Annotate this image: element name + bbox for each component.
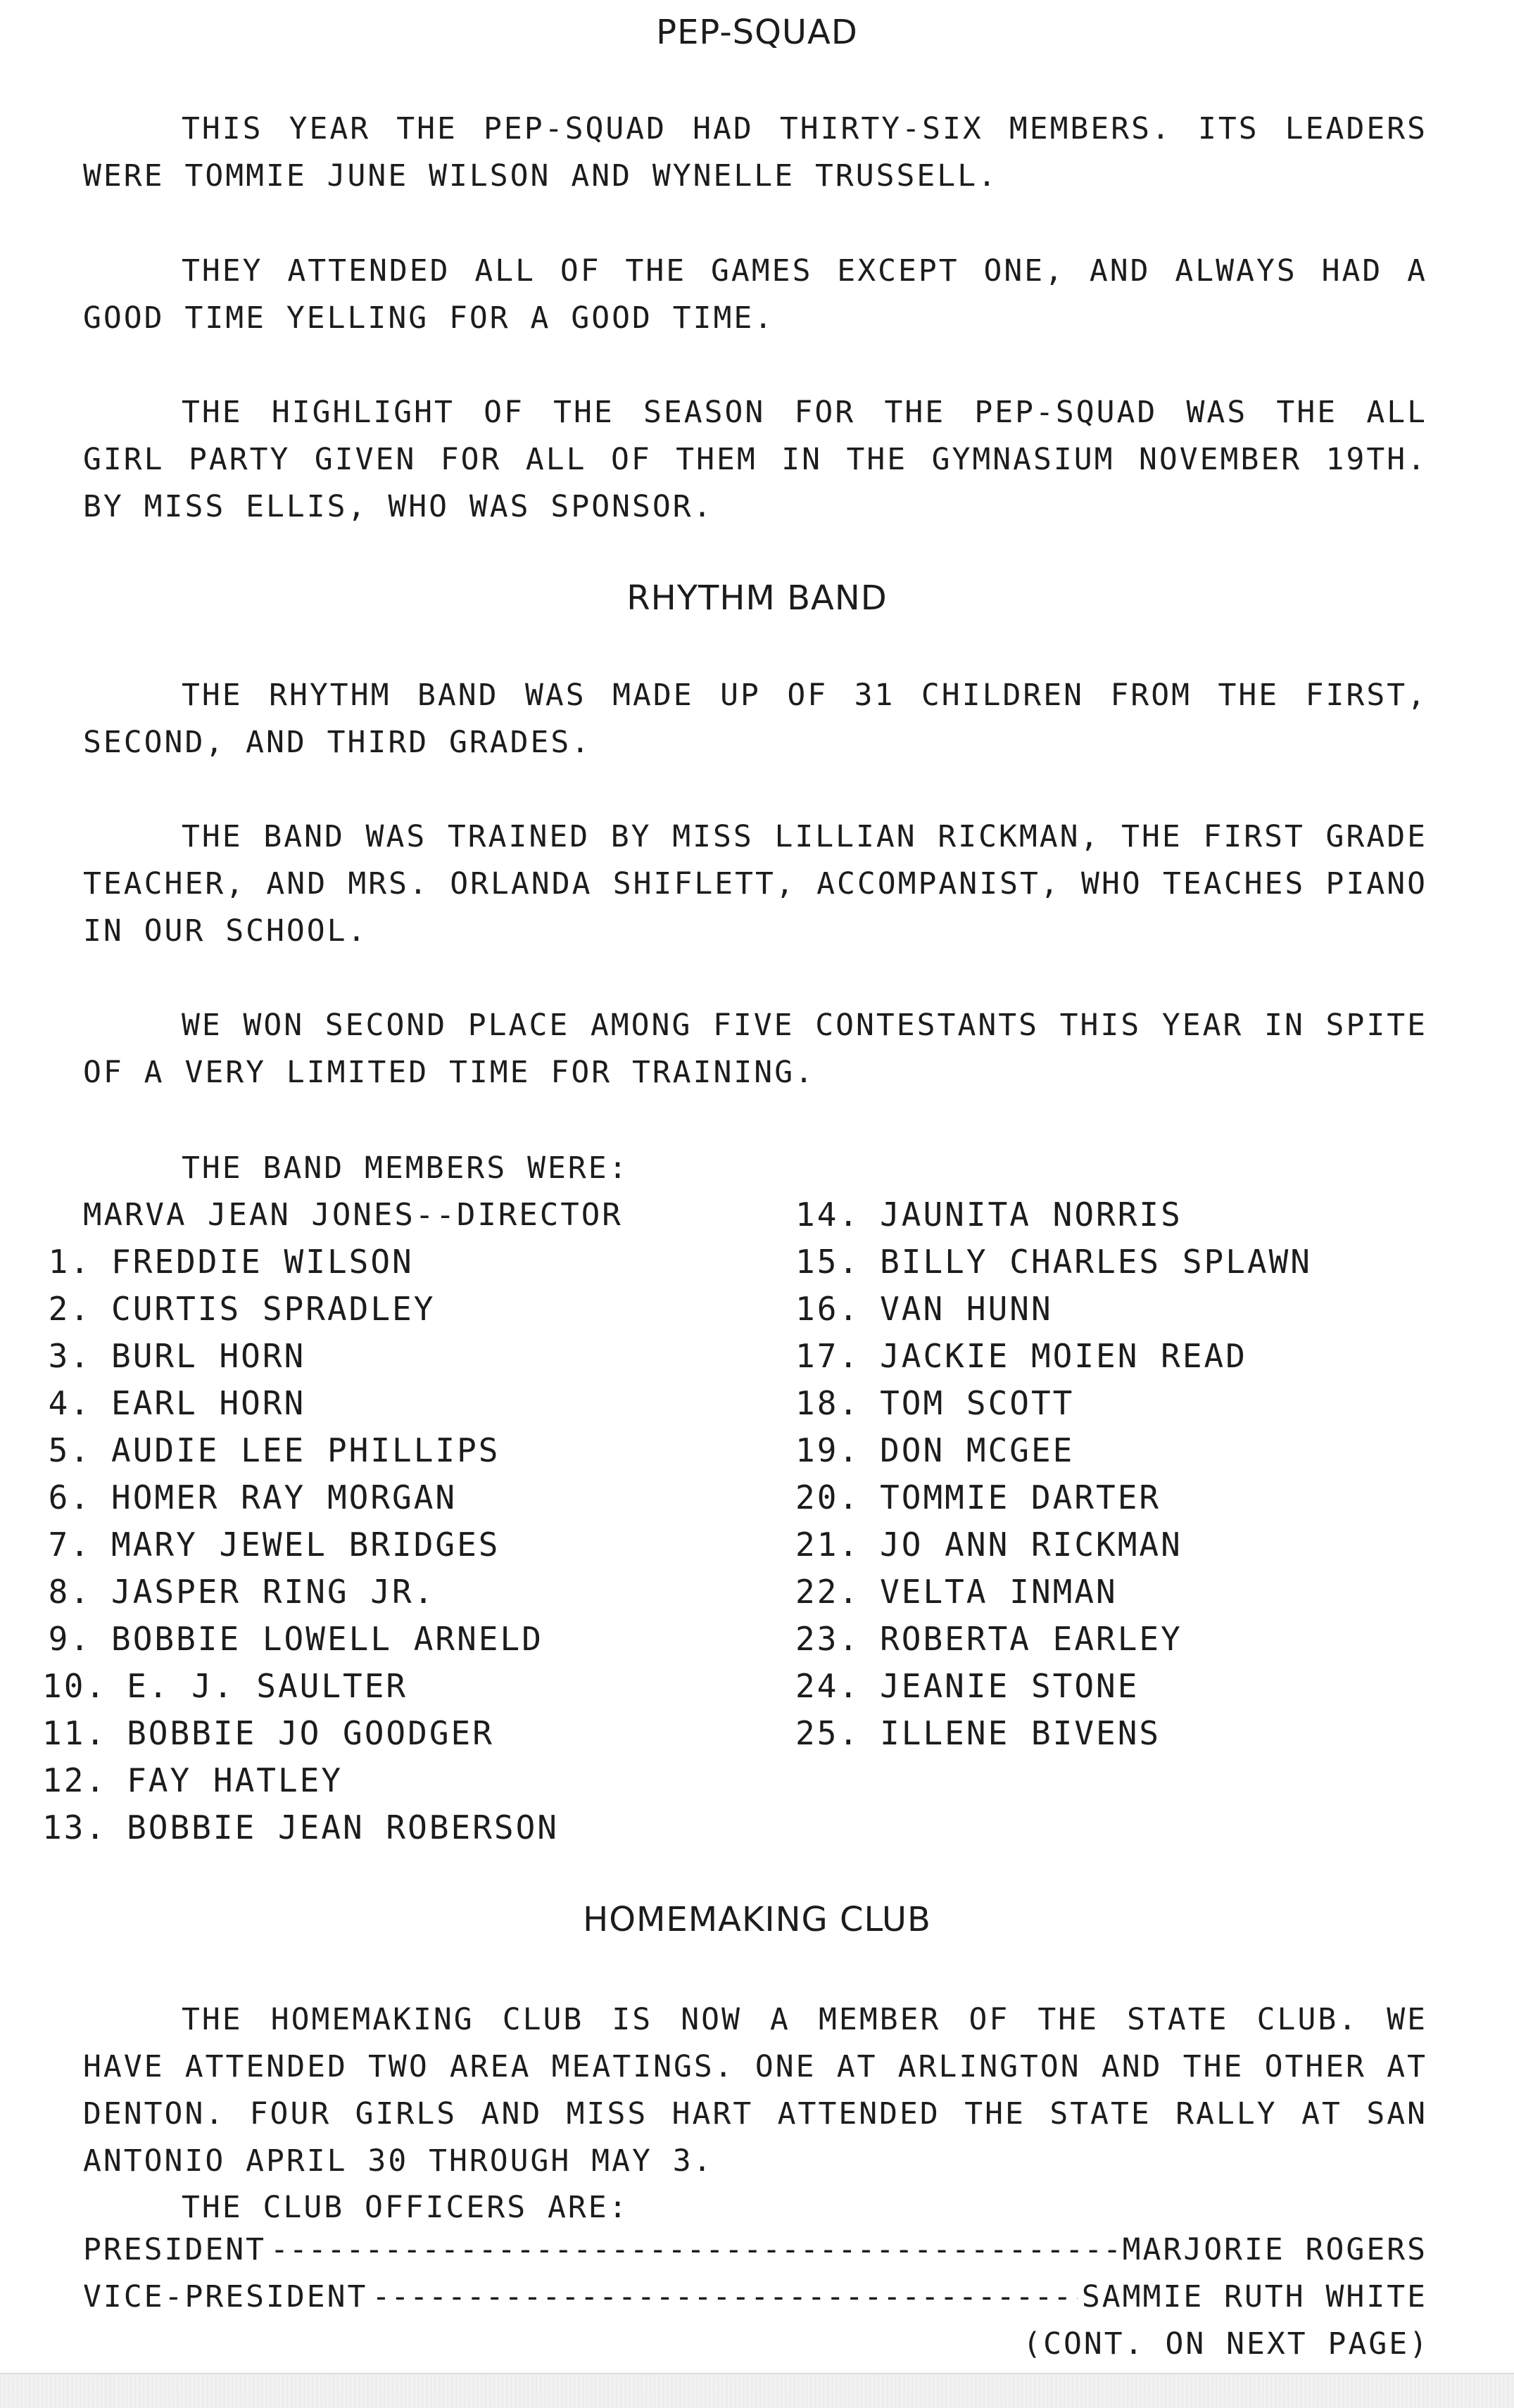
band-member-item xyxy=(795,1710,1312,1757)
officer-name: MARJORIE ROGERS xyxy=(1122,2232,1427,2267)
band-member-number: 10. xyxy=(42,1667,108,1705)
band-member-name: JACKIE MOIEN READ xyxy=(880,1337,1247,1375)
band-member-name: HOMER RAY MORGAN xyxy=(111,1478,458,1516)
officer-vice-president xyxy=(83,2279,1427,2314)
band-member-number: 20. xyxy=(795,1478,861,1516)
club-officers-intro: THE CLUB OFFICERS ARE: xyxy=(182,2190,629,2225)
band-member-number: 5. xyxy=(48,1431,92,1469)
pep-squad-paragraph-3: THE HIGHLIGHT OF THE SEASON FOR THE PEP-SQUAD WAS THE ALL GIRL PARTY GIVEN FOR ALL OF THEM IN THE GYMNASIUM NOVEMBER 19TH. BY MISS ELLIS, WHO WAS SPONSOR. xyxy=(83,395,1427,524)
band-member-name: E. J. SAULTER xyxy=(127,1667,408,1705)
band-member-name: TOM SCOTT xyxy=(880,1384,1075,1422)
band-member-number: 25. xyxy=(795,1714,861,1752)
band-members-intro: THE BAND MEMBERS WERE: xyxy=(182,1151,629,1186)
band-member-item xyxy=(42,1380,559,1427)
band-member-item xyxy=(42,1616,559,1663)
band-member-number: 9. xyxy=(48,1620,92,1658)
band-member-number: 23. xyxy=(795,1620,861,1658)
pep-squad-paragraph-2: THEY ATTENDED ALL OF THE GAMES EXCEPT ONE, AND ALWAYS HAD A GOOD TIME YELLING FOR A GOOD TIME. xyxy=(83,253,1427,336)
band-member-name: VELTA INMAN xyxy=(880,1573,1118,1611)
band-member-item xyxy=(42,1238,559,1286)
continued-note: (CONT. ON NEXT PAGE) xyxy=(1023,2326,1430,2362)
band-member-name: BOBBIE LOWELL ARNELD xyxy=(111,1620,543,1658)
band-member-name: BOBBIE JO GOODGER xyxy=(127,1714,494,1752)
band-member-name: EARL HORN xyxy=(111,1384,306,1422)
officer-role: VICE-PRESIDENT xyxy=(83,2279,368,2314)
band-member-item xyxy=(795,1380,1312,1427)
band-member-name: JASPER RING JR. xyxy=(111,1573,436,1611)
band-member-item xyxy=(795,1616,1312,1663)
rhythm-band-heading: RHYTHM BAND xyxy=(626,578,888,618)
band-member-number: 2. xyxy=(48,1290,92,1328)
band-member-item xyxy=(42,1663,559,1710)
band-member-number: 17. xyxy=(795,1337,861,1375)
band-member-number: 13. xyxy=(42,1808,108,1846)
band-member-item xyxy=(795,1474,1312,1521)
band-member-item xyxy=(42,1333,559,1380)
pep-squad-paragraph-1: THIS YEAR THE PEP-SQUAD HAD THIRTY-SIX MEMBERS. ITS LEADERS WERE TOMMIE JUNE WILSON AND WYNELLE TRUSSELL. xyxy=(83,111,1427,194)
band-member-item xyxy=(795,1238,1312,1286)
band-member-number: 7. xyxy=(48,1526,92,1564)
band-members-left-column xyxy=(42,1238,559,1851)
band-member-number: 19. xyxy=(795,1431,861,1469)
band-member-number: 14. xyxy=(795,1196,861,1234)
band-member-number: 18. xyxy=(795,1384,861,1422)
band-member-name: TOMMIE DARTER xyxy=(880,1478,1161,1516)
band-member-name: BILLY CHARLES SPLAWN xyxy=(880,1243,1312,1281)
band-member-number: 4. xyxy=(48,1384,92,1422)
officer-president xyxy=(83,2232,1427,2267)
band-member-name: AUDIE LEE PHILLIPS xyxy=(111,1431,500,1469)
band-member-name: JAUNITA NORRIS xyxy=(880,1196,1182,1234)
band-member-number: 11. xyxy=(42,1714,108,1752)
band-member-name: DON MCGEE xyxy=(880,1431,1075,1469)
band-member-name: FREDDIE WILSON xyxy=(111,1243,414,1281)
band-member-item xyxy=(42,1569,559,1616)
band-member-number: 3. xyxy=(48,1337,92,1375)
band-member-name: ROBERTA EARLEY xyxy=(880,1620,1182,1658)
band-member-item xyxy=(42,1286,559,1333)
page-bottom-edge xyxy=(0,2373,1514,2408)
officer-name: SAMMIE RUTH WHITE xyxy=(1081,2279,1427,2314)
leader-dashes xyxy=(270,2232,1118,2267)
band-members-right-column xyxy=(795,1191,1312,1757)
band-member-name: ILLENE BIVENS xyxy=(880,1714,1161,1752)
band-member-item xyxy=(795,1521,1312,1569)
band-member-name: FAY HATLEY xyxy=(127,1761,343,1799)
rhythm-band-paragraph-1: THE RHYTHM BAND WAS MADE UP OF 31 CHILDREN FROM THE FIRST, SECOND, AND THIRD GRADES. xyxy=(83,678,1427,760)
band-member-name: JEANIE STONE xyxy=(880,1667,1140,1705)
band-member-item xyxy=(42,1804,559,1851)
band-director: MARVA JEAN JONES--DIRECTOR xyxy=(83,1197,623,1233)
band-member-name: BURL HORN xyxy=(111,1337,306,1375)
officer-role: PRESIDENT xyxy=(83,2232,266,2267)
band-member-number: 22. xyxy=(795,1573,861,1611)
band-member-name: CURTIS SPRADLEY xyxy=(111,1290,436,1328)
band-member-name: JO ANN RICKMAN xyxy=(880,1526,1182,1564)
band-member-item xyxy=(795,1333,1312,1380)
band-member-name: VAN HUNN xyxy=(880,1290,1053,1328)
homemaking-paragraph: THE HOMEMAKING CLUB IS NOW A MEMBER OF THE STATE CLUB. WE HAVE ATTENDED TWO AREA MEATINGS. ONE AT ARLINGTON AND THE OTHER AT DENTON. FOUR GIRLS AND MISS HART ATTENDED THE STATE RALLY AT SAN ANTONIO APRIL 30 THROUGH MAY 3. xyxy=(83,2002,1427,2179)
band-member-number: 15. xyxy=(795,1243,861,1281)
band-member-item xyxy=(42,1427,559,1474)
band-member-number: 24. xyxy=(795,1667,861,1705)
band-member-item xyxy=(795,1191,1312,1238)
band-member-item xyxy=(42,1757,559,1804)
band-member-item xyxy=(42,1474,559,1521)
band-member-number: 21. xyxy=(795,1526,861,1564)
band-member-name: BOBBIE JEAN ROBERSON xyxy=(127,1808,559,1846)
pep-squad-heading: PEP-SQUAD xyxy=(656,13,858,52)
band-member-item xyxy=(795,1663,1312,1710)
band-member-item xyxy=(795,1569,1312,1616)
homemaking-club-heading: HOMEMAKING CLUB xyxy=(583,1900,931,1939)
band-member-item xyxy=(795,1286,1312,1333)
band-member-number: 16. xyxy=(795,1290,861,1328)
rhythm-band-paragraph-3: WE WON SECOND PLACE AMONG FIVE CONTESTANTS THIS YEAR IN SPITE OF A VERY LIMITED TIME FOR TRAINING. xyxy=(83,1008,1427,1090)
leader-dashes xyxy=(372,2279,1077,2314)
band-member-name: MARY JEWEL BRIDGES xyxy=(111,1526,500,1564)
band-member-item xyxy=(795,1427,1312,1474)
band-member-number: 6. xyxy=(48,1478,92,1516)
rhythm-band-paragraph-2: THE BAND WAS TRAINED BY MISS LILLIAN RICKMAN, THE FIRST GRADE TEACHER, AND MRS. ORLANDA SHIFLETT, ACCOMPANIST, WHO TEACHES PIANO IN OUR SCHOOL. xyxy=(83,819,1427,949)
band-member-number: 8. xyxy=(48,1573,92,1611)
band-member-item xyxy=(42,1521,559,1569)
band-member-item xyxy=(42,1710,559,1757)
band-member-number: 12. xyxy=(42,1761,108,1799)
band-member-number: 1. xyxy=(48,1243,92,1281)
